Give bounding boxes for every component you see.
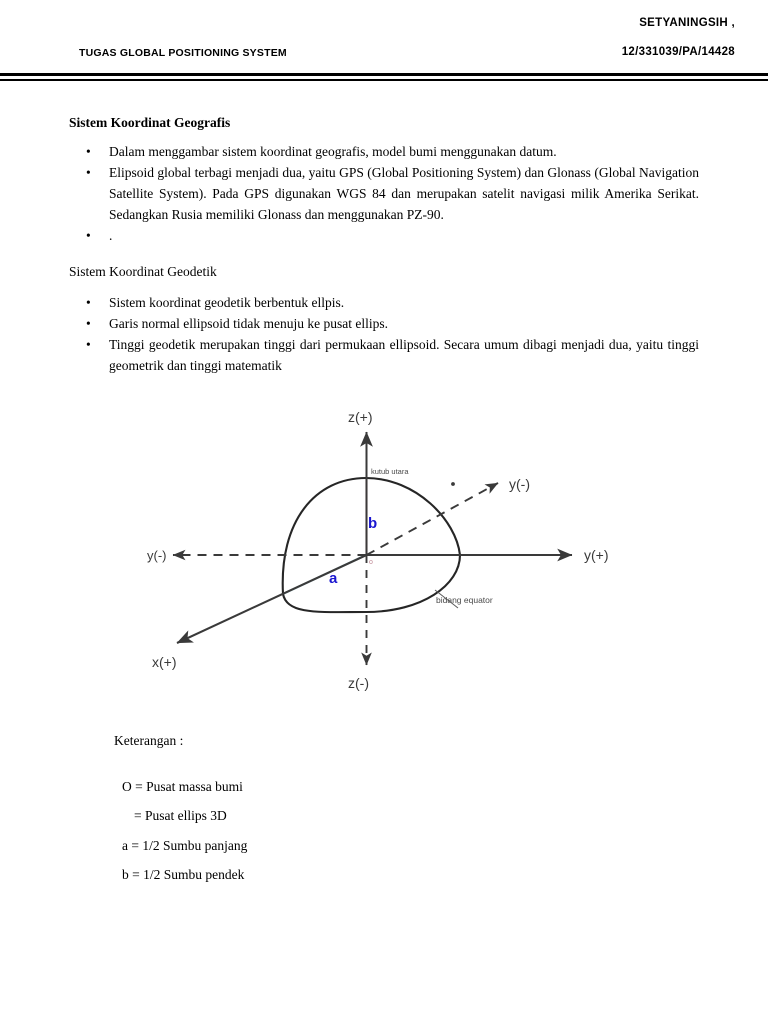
header-course-title: TUGAS GLOBAL POSITIONING SYSTEM [79, 47, 287, 59]
list-item-text: Tinggi geodetik merupakan tinggi dari permukaan ellipsoid. Secara umum dibagi menjadi dua, yaitu tinggi geometrik dan tinggi matematik [109, 337, 699, 373]
header-divider-thick-line [0, 73, 768, 76]
axis-y-negative-diagonal-line [367, 483, 499, 555]
header-student-id: 12/331039/PA/14428 [621, 46, 735, 58]
list-item-text: Garis normal ellipsoid tidak menuju ke pusat ellips. [109, 316, 388, 331]
section-heading-geografis: Sistem Koordinat Geografis [69, 115, 231, 130]
list-item [69, 225, 699, 246]
axis-label-z-negative: z(-) [348, 675, 369, 691]
list-item-text: Elipsoid global terbagi menjadi dua, yaitu GPS (Global Positioning System) dan Glonass (Global Navigation Satellite System). Pada GPS digunakan WGS 84 dan merupakan satelit navigasi milik Amerika Serikat. Sedangkan Rusia memiliki Glonass dan menggunakan PZ-90. [109, 165, 699, 222]
label-north-pole: kutub utara [371, 467, 409, 476]
label-semi-major-a: a [329, 570, 338, 587]
header-divider-thin-line [0, 79, 768, 81]
axis-label-y-positive: y(+) [584, 547, 609, 563]
legend-item-semi-major: a = 1/2 Sumbu panjang [122, 838, 248, 853]
bullet-marker: • [86, 165, 91, 180]
legend-item-ellipse-center: = Pusat ellips 3D [134, 808, 227, 823]
header-divider [0, 73, 768, 83]
legend-title: Keterangan : [114, 733, 184, 748]
bullet-marker: • [86, 144, 91, 159]
list-item-text: Sistem koordinat geodetik berbentuk ellpis. [109, 295, 345, 310]
page-header [0, 0, 768, 78]
list-item [69, 141, 699, 162]
legend-item-center-of-mass: O = Pusat massa bumi [122, 779, 243, 794]
bullet-list-geografis [69, 141, 699, 246]
list-item [69, 292, 699, 313]
bullet-marker: • [86, 295, 91, 310]
list-item [69, 162, 699, 225]
label-equatorial-plane: bidang equator [436, 595, 493, 605]
axis-label-y-negative-diagonal: y(-) [509, 476, 530, 492]
geodetic-coordinate-system-diagram [140, 400, 640, 700]
legend-item-semi-minor: b = 1/2 Sumbu pendek [122, 867, 245, 882]
point-marker-dot [451, 482, 455, 486]
bullet-list-geodetik [69, 292, 699, 376]
list-item [69, 334, 699, 376]
header-author-name: SETYANINGSIH , [639, 17, 735, 29]
bullet-marker: • [86, 337, 91, 352]
ellipsoid-dome-outline [283, 478, 460, 594]
bullet-marker: • [86, 228, 91, 243]
list-item-text: Dalam menggambar sistem koordinat geografis, model bumi menggunakan datum. [109, 144, 557, 159]
list-item [69, 313, 699, 334]
list-item-text: . [109, 228, 113, 243]
label-semi-minor-b: b [368, 515, 378, 532]
axis-x-positive-line [177, 555, 367, 643]
axis-label-x-positive: x(+) [152, 654, 177, 670]
axis-label-z-positive: z(+) [348, 409, 373, 425]
origin-label: o [369, 559, 373, 566]
bullet-marker: • [86, 316, 91, 331]
section-heading-geodetik: Sistem Koordinat Geodetik [69, 264, 217, 279]
axis-label-y-negative-left: y(-) [147, 548, 167, 563]
